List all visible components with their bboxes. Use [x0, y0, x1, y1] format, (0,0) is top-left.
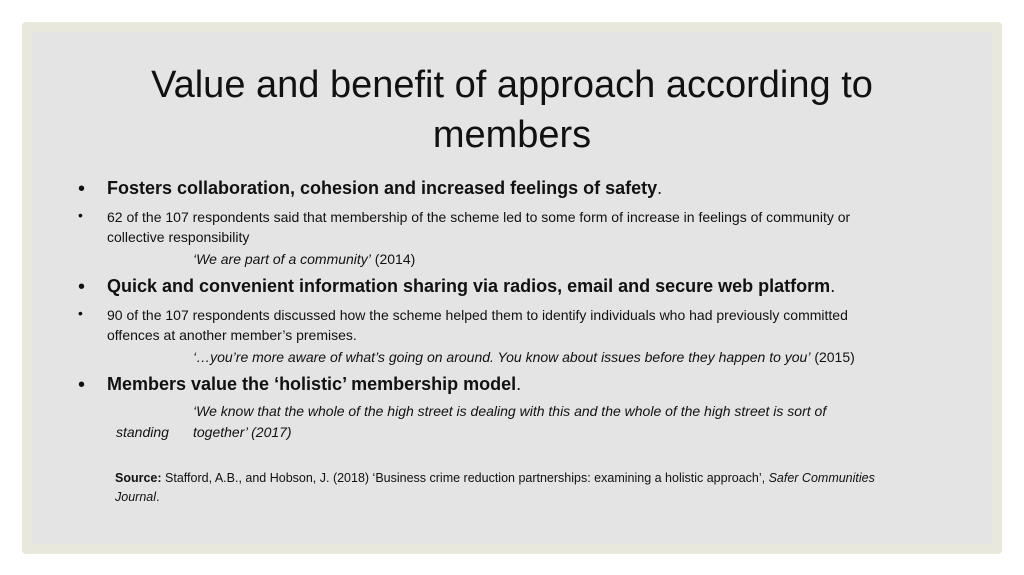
bullet-marker: • [78, 276, 86, 298]
quote-3-line-1: ‘We know that the whole of the high street is dealing with this and the whole of the high street is sort of [193, 403, 827, 419]
detail-line: 62 of the 107 respondents said that membership of the scheme led to some form of increase in feelings of community or [107, 209, 851, 225]
slide-title [0, 60, 1024, 160]
heading-text: Fosters collaboration, cohesion and increased feelings of safety [107, 178, 658, 198]
quote-3-line-2a: standing [116, 424, 169, 440]
quote-3-line-2b: together’ (2017) [193, 424, 292, 440]
source-citation: Source: Stafford, A.B., and Hobson, J. (2018) ‘Business crime reduction partnerships: examining a holistic approach’, Safer Communities Journal. [115, 471, 875, 504]
title-line-2: members [432, 114, 592, 156]
bullet-marker: • [78, 374, 86, 396]
heading-text: Members value the ‘holistic’ membership model [107, 374, 517, 394]
quote-2: ‘…you’re more aware of what’s going on around. You know about issues before they happen to you’ (2015) [193, 349, 855, 365]
bullet-marker: • [78, 178, 86, 200]
heading-text: Quick and convenient information sharing via radios, email and secure web platform [107, 276, 831, 296]
detail-line: offences at another member’s premises. [107, 327, 357, 343]
title-line-1: Value and benefit of approach according to [151, 64, 873, 106]
detail-line: 90 of the 107 respondents discussed how the scheme helped them to identify individuals who had previously committed [107, 307, 848, 323]
source-label: Source: [115, 471, 162, 485]
bullet-marker: • [78, 305, 83, 321]
detail-line: collective responsibility [107, 229, 250, 245]
bullet-marker: • [78, 207, 83, 223]
quote-1: ‘We are part of a community’ (2014) [193, 251, 416, 267]
